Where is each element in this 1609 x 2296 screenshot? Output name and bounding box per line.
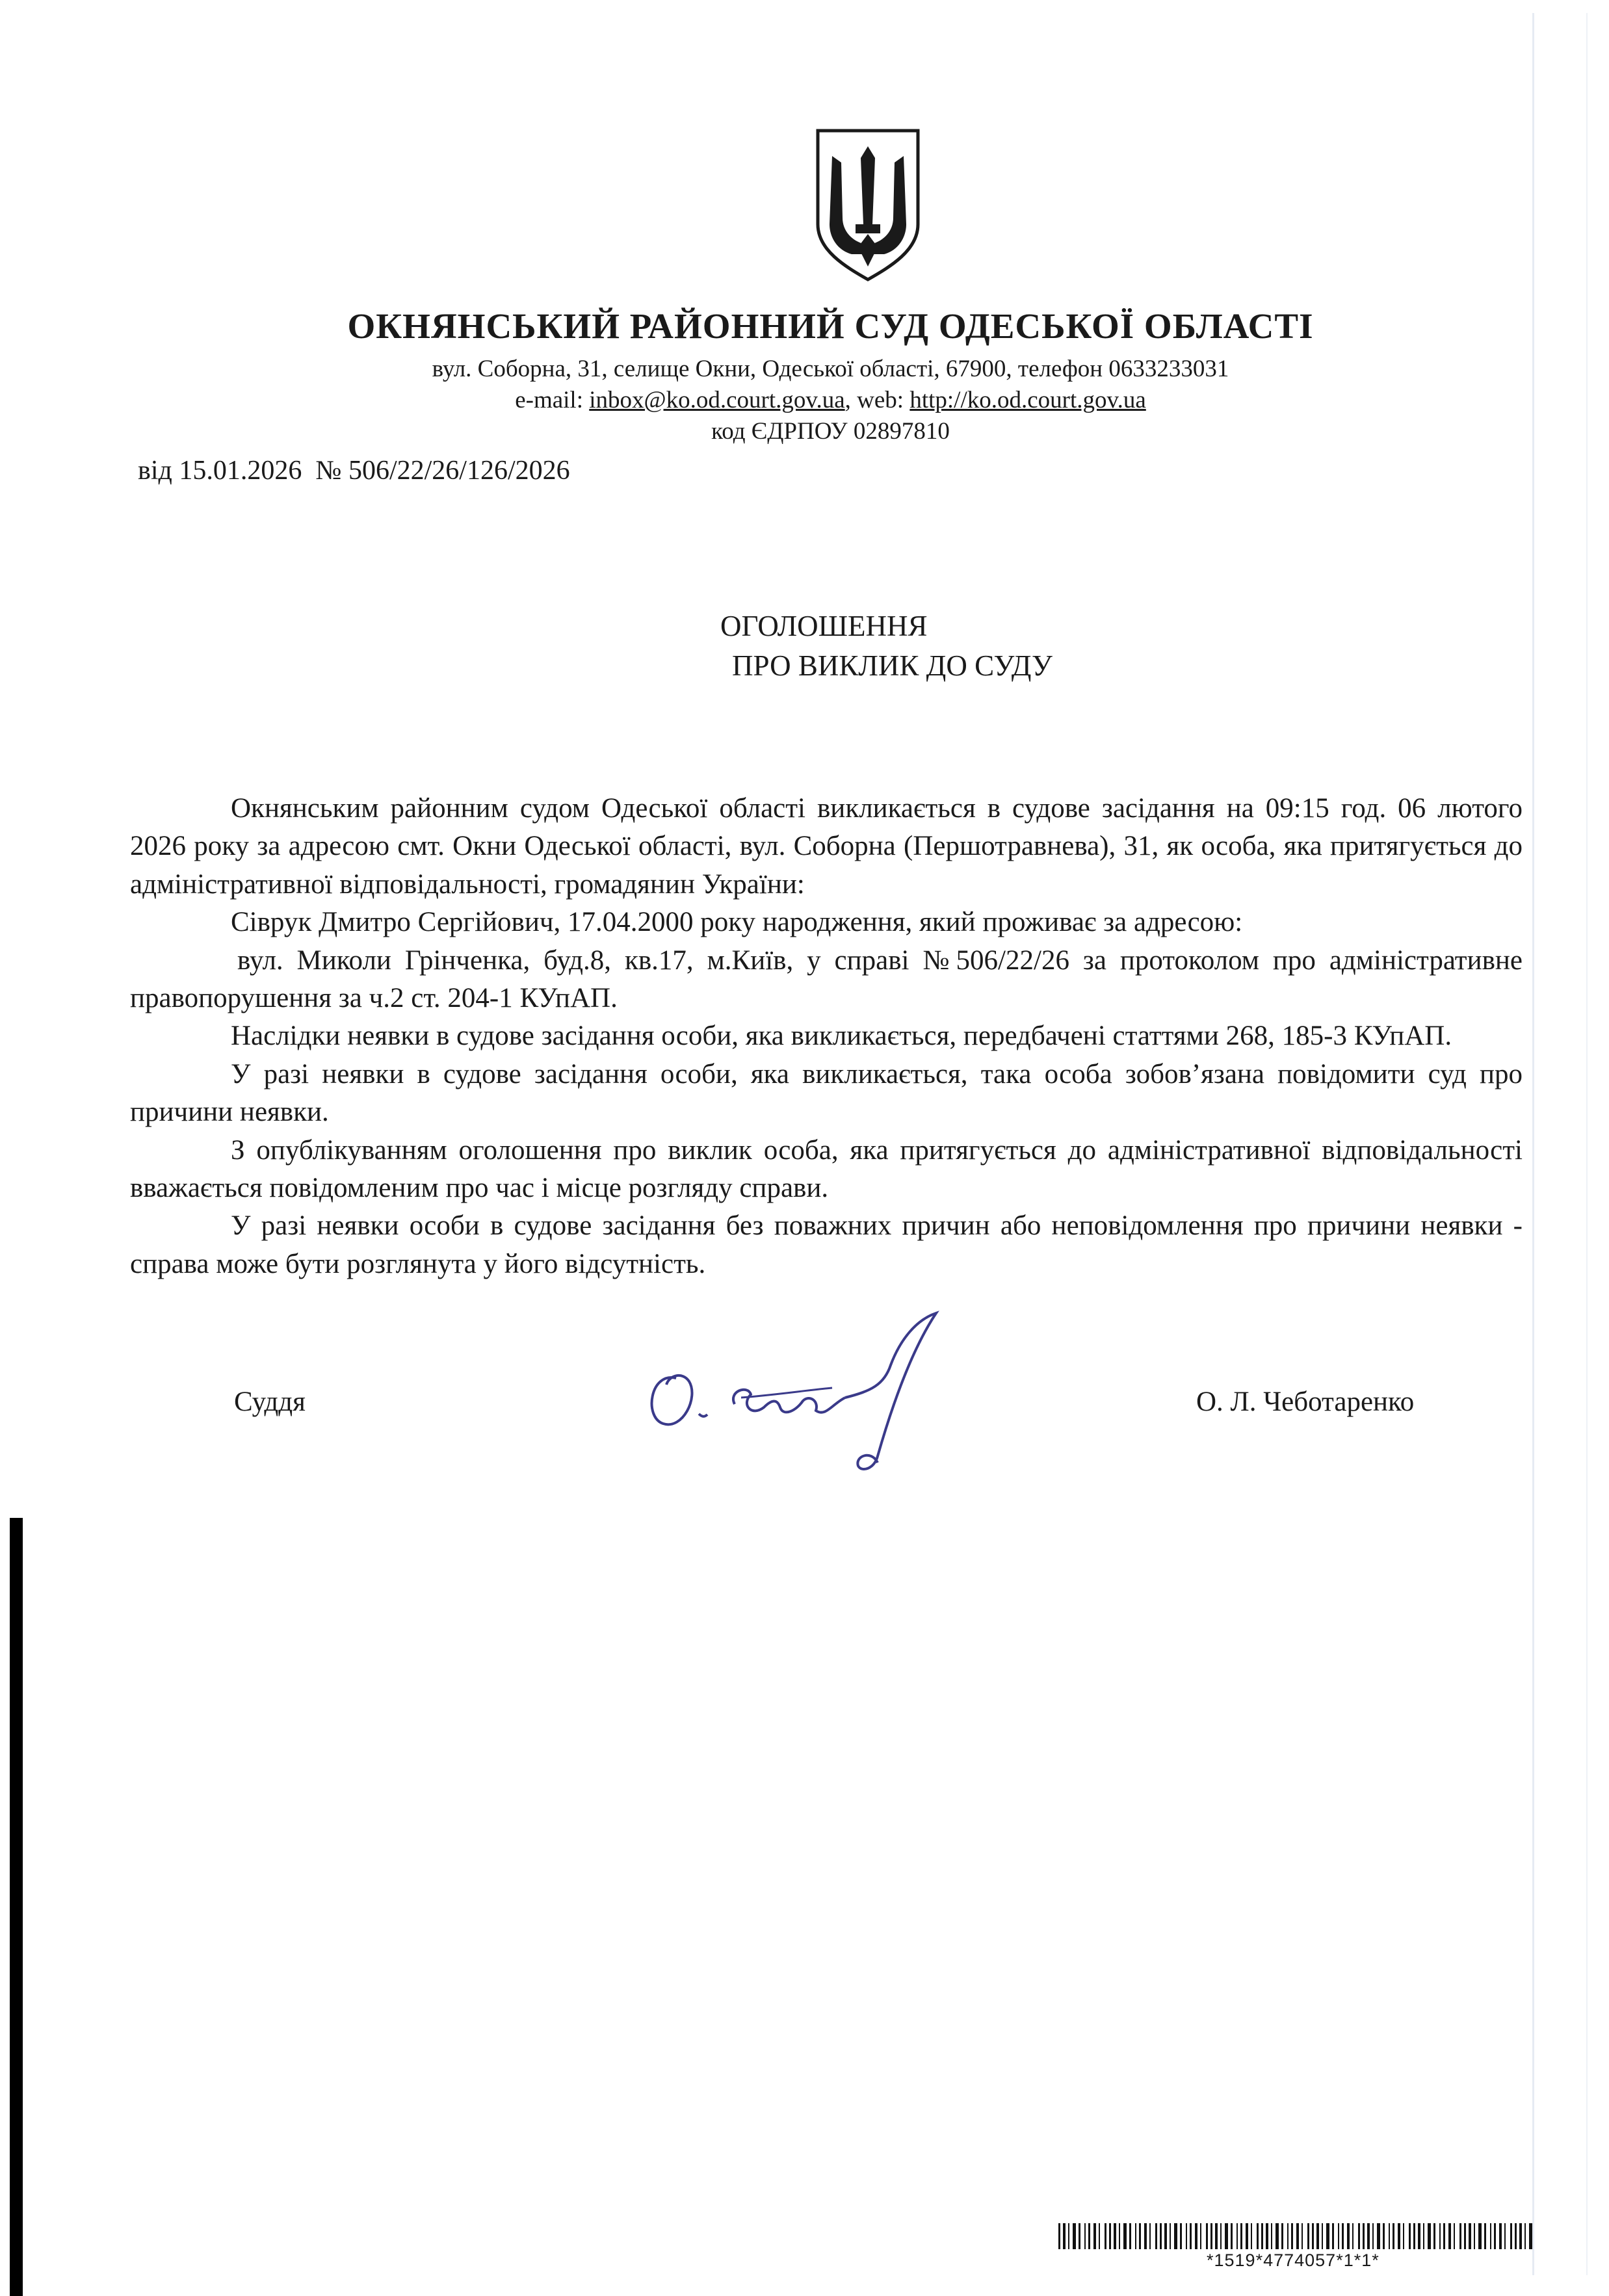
scan-left-edge-bar — [10, 1518, 23, 2296]
barcode-bar — [1058, 2223, 1060, 2249]
barcode-bar — [1490, 2223, 1491, 2249]
barcode-bar — [1338, 2223, 1339, 2249]
barcode-bar — [1316, 2223, 1319, 2249]
barcode-bar — [1206, 2223, 1208, 2249]
barcode-bar — [1287, 2223, 1289, 2249]
barcode-bar — [1367, 2223, 1370, 2249]
coat-of-arms-icon — [813, 127, 923, 283]
barcode-bar — [1423, 2223, 1424, 2249]
barcode-bar — [1257, 2223, 1259, 2249]
barcode-bar — [1231, 2223, 1233, 2249]
barcode-bar — [1139, 2223, 1141, 2249]
barcode-bar — [1443, 2223, 1445, 2249]
barcode-bar — [1312, 2223, 1314, 2249]
barcode-bar — [1342, 2223, 1344, 2249]
barcode-bar — [1377, 2223, 1380, 2249]
barcode-bar — [1281, 2223, 1283, 2249]
barcode-bar — [1454, 2223, 1455, 2249]
handwritten-signature — [637, 1294, 1092, 1515]
barcode-bar — [1504, 2223, 1506, 2249]
barcode-bar — [1119, 2223, 1120, 2249]
document-reference: від 15.01.2026 № 506/22/26/126/2026 — [138, 456, 570, 486]
barcode-bar — [1135, 2223, 1136, 2249]
paragraph-summons: Окнянським районним судом Одеської області викликається в судове засідання на 09:15 год. 06 лютого 2026 року за адресою смт. Окни Одеської області, вул. Соборна (Першотравнева), 31, як особа, яка притягується до адміністративної відповідальності, громадянин України: — [130, 793, 1523, 900]
barcode-bar — [1322, 2223, 1323, 2249]
barcode-bar — [1174, 2223, 1177, 2249]
barcode-bar — [1068, 2223, 1069, 2249]
announcement-body — [130, 790, 1523, 1283]
barcode-bar — [1261, 2223, 1263, 2249]
barcode-bar — [1170, 2223, 1171, 2249]
barcode-bar — [1164, 2223, 1167, 2249]
barcode-bar — [1459, 2223, 1461, 2249]
barcode-bar — [1515, 2223, 1517, 2249]
barcode-bar — [1519, 2223, 1522, 2249]
barcode-bar — [1109, 2223, 1111, 2249]
barcode-bar — [1428, 2223, 1431, 2249]
barcode-bar — [1494, 2223, 1496, 2249]
barcode-bar — [1114, 2223, 1116, 2249]
paragraph-publication: З опублікуванням оголошення про виклик особа, яка притягується до адміністративної відповідальності вважається повідомленим про час і місце розгляду справи. — [130, 1134, 1523, 1204]
barcode-bar — [1266, 2223, 1268, 2249]
scan-edge-line — [1586, 13, 1588, 2275]
court-contacts — [0, 386, 1609, 414]
barcode-bar — [1524, 2223, 1526, 2249]
barcode-bar — [1464, 2223, 1466, 2249]
court-address: вул. Соборна, 31, селище Окни, Одеської області, 67900, телефон 0633233031 — [432, 356, 1229, 382]
barcode-bar — [1499, 2223, 1502, 2249]
barcode-bar — [1236, 2223, 1238, 2249]
barcode-bar — [1073, 2223, 1076, 2249]
barcode-bar — [1200, 2223, 1201, 2249]
barcode-bar — [1358, 2223, 1360, 2249]
barcode-bar — [1389, 2223, 1390, 2249]
barcode-bar — [1291, 2223, 1293, 2249]
barcode-bar — [1063, 2223, 1066, 2249]
paragraph-absence: У разі неявки особи в судове засідання без поважних причин або неповідомлення про причини неявки - справа може бути розглянута у його відсутність. — [130, 1210, 1523, 1279]
barcode-bar — [1383, 2223, 1385, 2249]
barcode-bar — [1332, 2223, 1334, 2249]
barcode-bar — [1413, 2223, 1415, 2249]
barcode-bar — [1474, 2223, 1475, 2249]
barcode-bar — [1326, 2223, 1329, 2249]
barcode-bar — [1275, 2223, 1279, 2249]
barcode-bar — [1079, 2223, 1080, 2249]
barcode-text: *1519*4774057*1*1* — [1207, 2250, 1380, 2270]
edrpou-code: код ЄДРПОУ 02897810 — [711, 418, 950, 445]
barcode-bar — [1144, 2223, 1147, 2249]
barcode-bar — [1296, 2223, 1299, 2249]
barcode-bar — [1529, 2223, 1532, 2249]
barcode-bar — [1478, 2223, 1482, 2249]
barcode-bar — [1180, 2223, 1182, 2249]
barcode-bar — [1155, 2223, 1157, 2249]
barcode-bar — [1398, 2223, 1400, 2249]
scan-edge-line — [1532, 13, 1534, 2275]
court-name: ОКНЯНСЬКИЙ РАЙОННИЙ СУД ОДЕСЬКОЇ ОБЛАСТІ — [347, 306, 1314, 346]
barcode-bar — [1088, 2223, 1090, 2249]
web-label: , web: — [844, 387, 910, 413]
email-label: e-mail: — [515, 387, 590, 413]
barcode-bar — [1433, 2223, 1435, 2249]
barcode-bar — [1149, 2223, 1151, 2249]
barcode-bar — [1195, 2223, 1197, 2249]
barcode-bar — [1099, 2223, 1100, 2249]
barcode-bar — [1129, 2223, 1131, 2249]
barcode-bar — [1160, 2223, 1162, 2249]
barcode-bar — [1484, 2223, 1486, 2249]
document-title: ОГОЛОШЕННЯ — [720, 610, 928, 642]
web-link[interactable]: http://ko.od.court.gov.ua — [909, 387, 1146, 413]
barcode-bar — [1210, 2223, 1212, 2249]
barcode-bar — [1469, 2223, 1471, 2249]
barcode-bar — [1215, 2223, 1218, 2249]
barcode-bar — [1220, 2223, 1222, 2249]
barcode-bar — [1510, 2223, 1512, 2249]
paragraph-address-case: вул. Миколи Грінченка, буд.8, кв.17, м.Київ, у справі №506/22/26 за протоколом про адміністративне правопорушення за ч.2 ст. 204-1 КУпАП. — [130, 945, 1523, 1014]
paragraph-person: Сіврук Дмитро Сергійович, 17.04.2000 року народження, який проживає за адресою: — [231, 907, 1243, 938]
barcode-bar — [1372, 2223, 1374, 2249]
paragraph-consequences: Наслідки неявки в судове засідання особи, яка викликається, передбачені статтями 268, 185-3 КУпАП. — [231, 1021, 1452, 1052]
barcode-bar — [1302, 2223, 1303, 2249]
barcode-bar — [1251, 2223, 1252, 2249]
barcode-bar — [1448, 2223, 1451, 2249]
barcode-bar — [1307, 2223, 1309, 2249]
barcode-bar — [1186, 2223, 1187, 2249]
barcode-bar — [1093, 2223, 1096, 2249]
email-link[interactable]: inbox@ko.od.court.gov.ua — [589, 387, 845, 413]
barcode-bar — [1271, 2223, 1272, 2249]
document-subtitle: ПРО ВИКЛИК ДО СУДУ — [732, 649, 1053, 682]
barcode-bar — [1123, 2223, 1127, 2249]
barcode-bar — [1393, 2223, 1394, 2249]
barcode-bar — [1418, 2223, 1420, 2249]
barcode-bar — [1347, 2223, 1350, 2249]
barcode-bar — [1439, 2223, 1441, 2249]
barcode-bar — [1403, 2223, 1404, 2249]
barcode-bar — [1363, 2223, 1365, 2249]
barcode-bar — [1246, 2223, 1248, 2249]
signature-label: Суддя — [234, 1387, 306, 1417]
barcode-bar — [1105, 2223, 1106, 2249]
barcode-bar — [1409, 2223, 1411, 2249]
barcode-bar — [1225, 2223, 1228, 2249]
barcode-bar — [1352, 2223, 1354, 2249]
paragraph-notification-duty: У разі неявки в судове засідання особи, яка викликається, така особа зобов’язана повідомити суд про причини неявки. — [130, 1058, 1523, 1128]
judge-name: О. Л. Чеботаренко — [1196, 1387, 1415, 1417]
barcode-bar — [1084, 2223, 1086, 2249]
barcode-bar — [1190, 2223, 1192, 2249]
document-barcode — [1058, 2223, 1533, 2249]
barcode-bar — [1240, 2223, 1242, 2249]
